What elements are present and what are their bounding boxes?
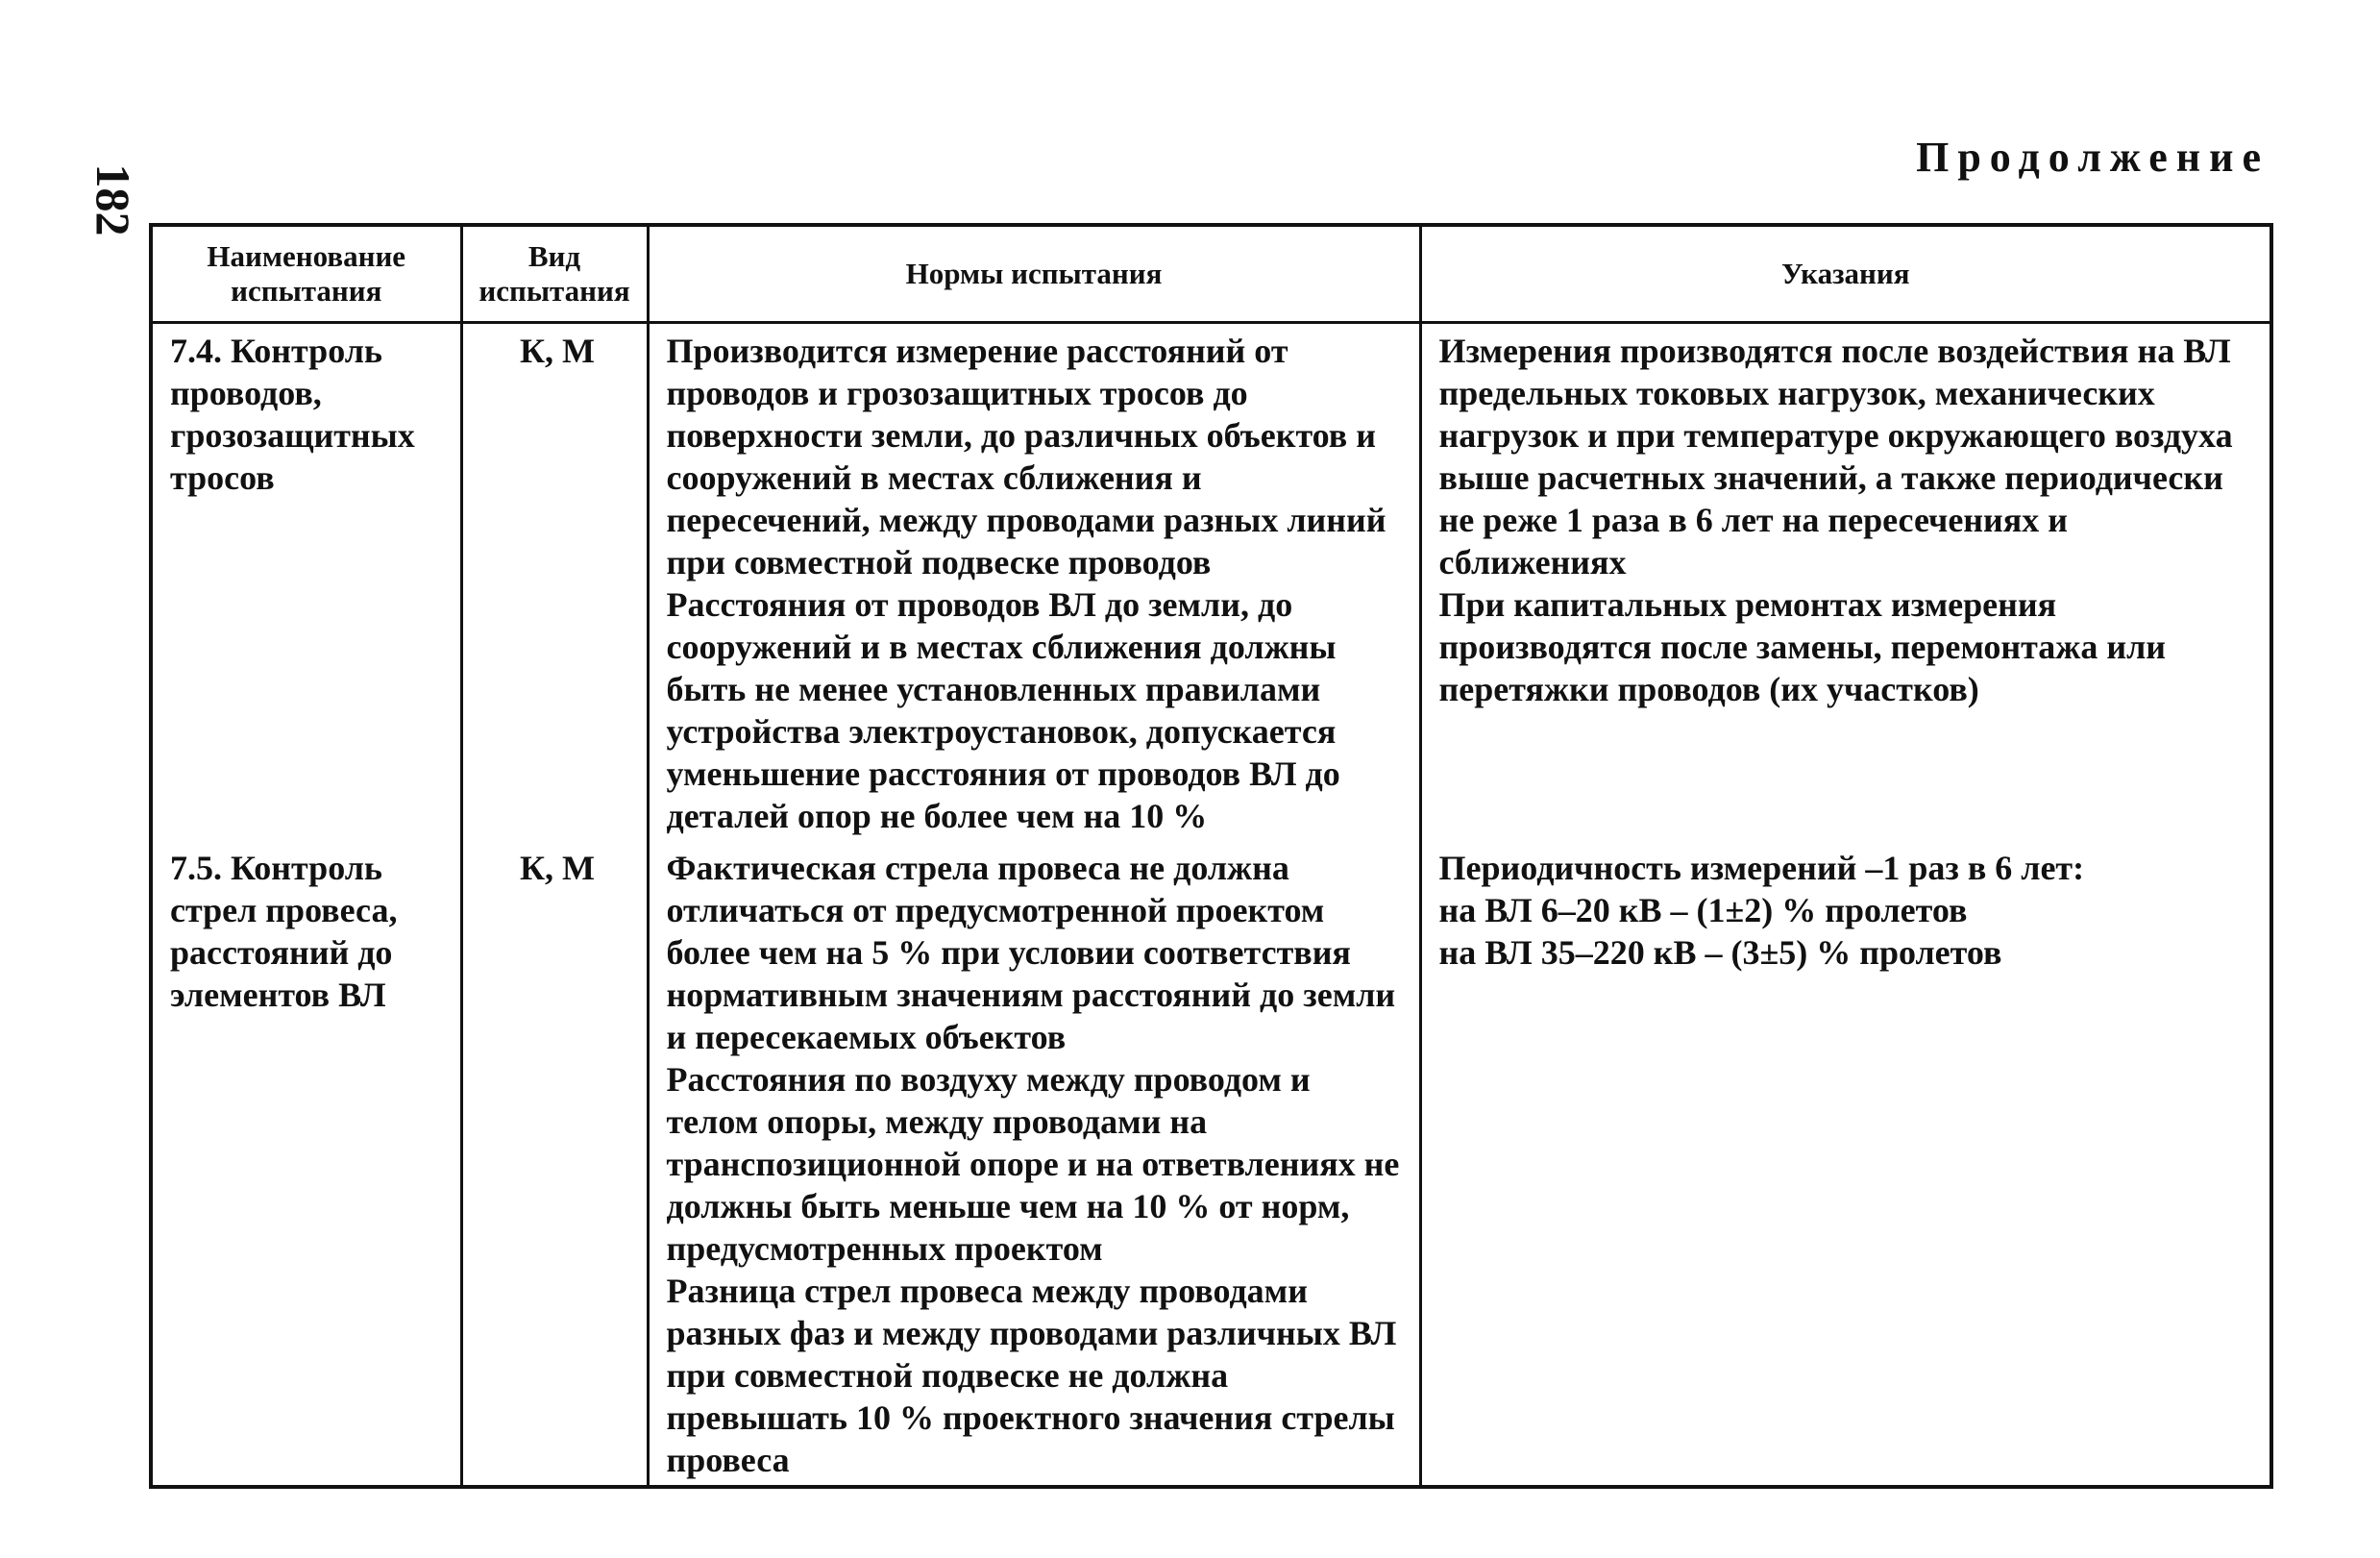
header-test-norms: Нормы испытания [648, 225, 1420, 323]
test-kind-cell: К, М [461, 323, 648, 842]
norms-paragraph: Разница стрел провеса между проводами разных фаз и между проводами различных ВЛ при совместной подвеске не должна превышать 10 % проектного значения стрелы провеса [666, 1272, 1397, 1479]
table-header-row [151, 225, 2271, 323]
instructions-cell [1420, 841, 2271, 1487]
test-name-cell: 7.4. Контроль проводов, грозозащитных тросов [151, 323, 461, 842]
test-norms-cell [648, 841, 1420, 1487]
header-test-name: Наименование испытания [151, 225, 461, 323]
norms-paragraph: Фактическая стрела провеса не должна отличаться от предусмотренной проектом более чем на 5 % при условии соответствия нормативным значениям расстояний до земли и пересекаемых объектов [666, 849, 1396, 1056]
table-row [151, 323, 2271, 842]
norms-paragraph: Производится измерение расстояний от проводов и грозозащитных тросов до поверхности земли, до различных объектов и сооружений в местах сближения и пересечений, между проводами разных линий при совместной подвеске проводов [666, 332, 1386, 581]
instructions-paragraph: Периодичность измерений –1 раз в 6 лет: [1438, 849, 2085, 887]
instructions-paragraph: на ВЛ 35–220 кВ – (3±5) % пролетов [1438, 933, 2002, 972]
instructions-paragraph: Измерения производятся после воздействия на ВЛ предельных токовых нагрузок, механических нагрузок и при температуре окружающего воздуха выше расчетных значений, а также периодически не реже 1 раза в 6 лет на пересечениях и сближениях [1438, 332, 2233, 581]
page-number: 182 [86, 163, 140, 236]
header-test-kind: Вид испытания [461, 225, 648, 323]
norms-paragraph: Расстояния от проводов ВЛ до земли, до сооружений и в местах сближения должны быть не менее установленных правилами устройства электроустановок, допускается уменьшение расстояния от проводов ВЛ до деталей опор не более чем на 10 % [666, 585, 1340, 835]
instructions-cell [1420, 323, 2271, 842]
test-norms-cell [648, 323, 1420, 842]
table-row [151, 841, 2271, 1487]
instructions-paragraph: на ВЛ 6–20 кВ – (1±2) % пролетов [1438, 891, 1968, 929]
test-kind-cell: К, М [461, 841, 648, 1487]
instructions-paragraph: При капитальных ремонтах измерения производятся после замены, перемонтажа или перетяжки проводов (их участков) [1438, 585, 2167, 708]
header-instructions: Указания [1420, 225, 2271, 323]
norms-paragraph: Расстояния по воздуху между проводом и телом опоры, между проводами на транспозиционной опоре и на ответвлениях не должны быть меньше чем на 10 % от норм, предусмотренных проектом [666, 1060, 1400, 1268]
test-name-cell: 7.5. Контроль стрел провеса, расстояний до элементов ВЛ [151, 841, 461, 1487]
test-norms-table [149, 223, 2273, 1489]
continuation-label: Продолжение [1916, 134, 2270, 181]
